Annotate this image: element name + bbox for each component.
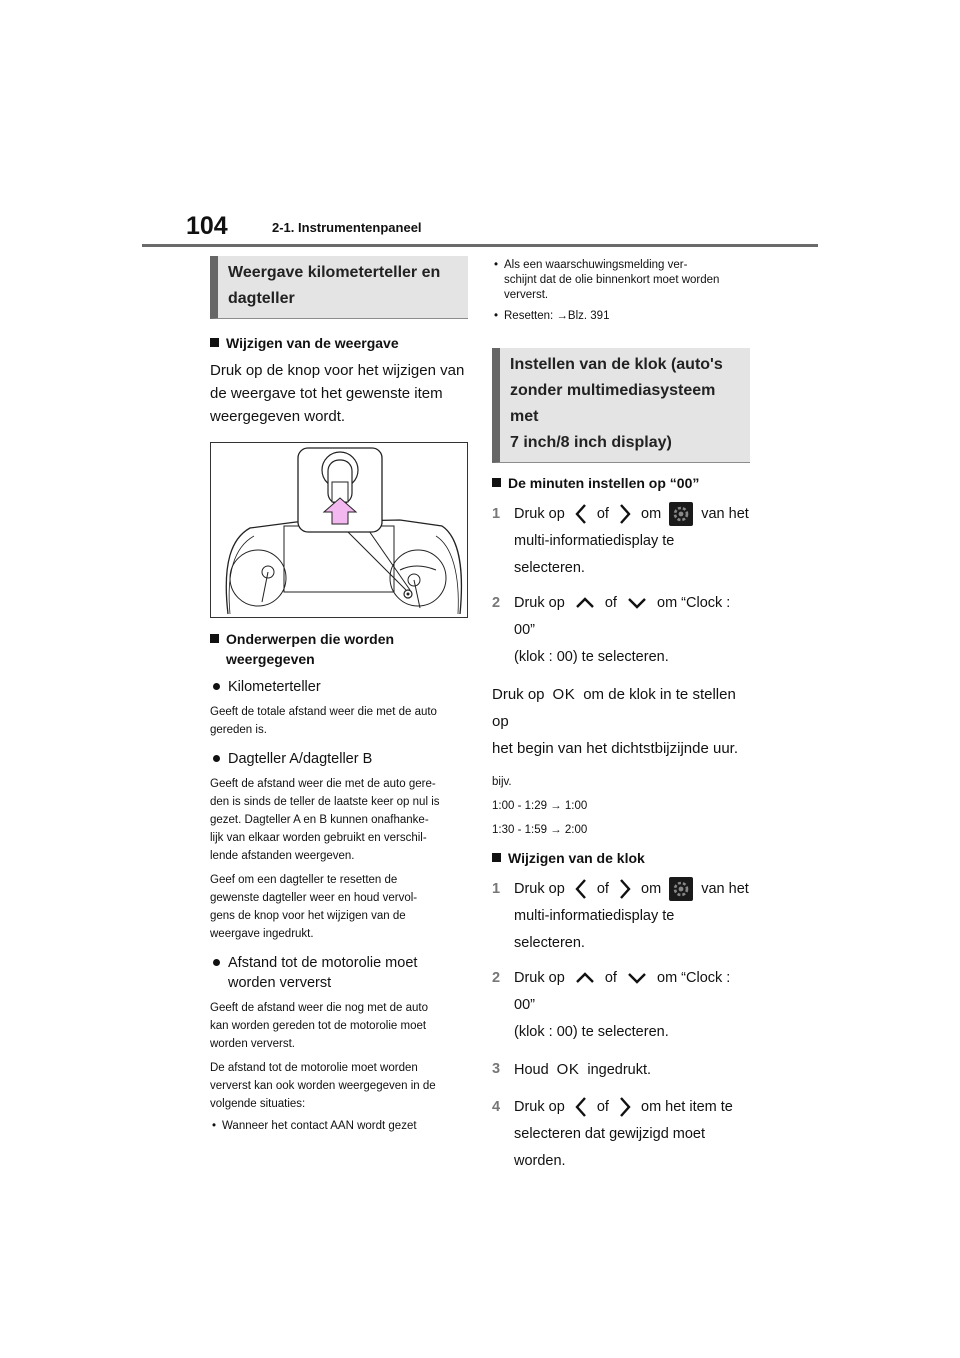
instrument-cluster-figure [210, 442, 468, 618]
text-line: gens de knop voor het wijzigen van de [210, 910, 406, 922]
step-number: 2 [492, 595, 501, 611]
step-select-clock [492, 590, 750, 671]
box-title-line: zonder multimediasysteem met [510, 382, 716, 425]
box-title-line: Instellen van de klok (auto's [510, 356, 723, 373]
page-number: 104 [186, 212, 228, 240]
text-line: worden ververst. [210, 1038, 296, 1050]
item-oil-change-distance [210, 953, 468, 993]
section-box-clock [492, 348, 750, 463]
step-line: Druk op of om van het [514, 501, 750, 528]
text-line: weergegeven wordt. [210, 408, 346, 425]
text-line: Druk op OK om de klok in te stellen op [492, 686, 736, 730]
text-line: het begin van het dichtstbijzijnde uur. [492, 740, 738, 757]
step-select-settings-2 [492, 876, 750, 957]
step-select-item [492, 1094, 750, 1175]
section-box-odometer [210, 256, 468, 319]
ok-button-icon: OK [556, 1061, 580, 1078]
step-line: multi-informatiedisplay te [514, 908, 675, 924]
step-select-clock-2 [492, 965, 750, 1046]
text-line: ververst kan ook worden weergegeven in de [210, 1080, 436, 1092]
text-line: weergegeven [226, 651, 315, 667]
text-line: de weergave tot het gewenste item [210, 385, 443, 402]
section-path: 2-1. Instrumentenpaneel [272, 220, 422, 235]
chevron-up-icon [575, 972, 595, 984]
bullet-ignition-on: • Wanneer het contact AAN wordt gezet [210, 1119, 468, 1134]
text-line: lijk van elkaar worden gebruikt en verschil- [210, 832, 427, 844]
text-line: Afstand tot de motorolie moet [228, 955, 418, 971]
text-line: gereden is. [210, 724, 267, 736]
text-line: 1:30 - 1:59 → 2:00 [492, 824, 588, 836]
chevron-left-icon [575, 878, 587, 900]
subheading-items-shown [210, 629, 468, 669]
step-number: 3 [492, 1061, 501, 1077]
step-line: Druk op of om het item te [514, 1094, 750, 1121]
chevron-right-icon [619, 1096, 631, 1118]
chevron-down-icon [627, 972, 647, 984]
text-line: • Als een waarschuwingsmelding ver- [504, 259, 688, 271]
text-line: Geeft de afstand weer die met de auto gere- [210, 778, 436, 790]
text-line: gezet. Dagteller A en B kunnen onafhanke- [210, 814, 429, 826]
item-odometer-description [210, 703, 468, 739]
text-line: Geeft de totale afstand weer die met de auto [210, 706, 437, 718]
right-column [492, 258, 750, 1175]
step-line: worden. [514, 1153, 566, 1169]
text-line: De afstand tot de motorolie moet worden [210, 1062, 418, 1074]
item-oil-situations [210, 1059, 468, 1113]
text-line: 1:00 - 1:29 → 1:00 [492, 800, 588, 812]
step-line: (klok : 00) te selecteren. [514, 649, 669, 665]
text-line: worden ververst [228, 975, 332, 991]
text-line: ververst. [504, 289, 549, 301]
paragraph-change-display [210, 359, 468, 428]
bullet-warning-message [492, 258, 750, 303]
item-trip-meter: Dagteller A/dagteller B [210, 749, 468, 769]
subheading-change-display: Wijzigen van de weergave [210, 333, 468, 353]
step-line: multi-informatiedisplay te [514, 533, 675, 549]
text-line: Geeft de afstand weer die nog met de auto [210, 1002, 429, 1014]
text-line: volgende situaties: [210, 1098, 306, 1110]
subheading-change-clock: Wijzigen van de klok [492, 848, 750, 868]
step-number: 1 [492, 506, 501, 522]
ok-button-icon: OK [552, 686, 576, 703]
step-number: 1 [492, 881, 501, 897]
item-odometer: Kilometerteller [210, 677, 468, 697]
text-line: gewenste dagteller weer en houd vervol- [210, 892, 418, 904]
text-line: kan worden gereden tot de motorolie moet [210, 1020, 427, 1032]
box-title-line: Weergave kilometerteller en [228, 264, 441, 281]
paragraph-ok-round [492, 681, 750, 762]
step-line: Druk op of om “Clock : 00” [514, 970, 731, 1013]
step-number: 4 [492, 1099, 501, 1115]
chevron-right-icon [619, 503, 631, 525]
gear-icon [669, 502, 693, 526]
subheading-minutes-00: De minuten instellen op “00” [492, 473, 750, 493]
step-line: Houd OK ingedrukt. [514, 1061, 652, 1078]
step-line: selecteren. [514, 935, 585, 951]
step-line: Druk op of om van het [514, 876, 750, 903]
chevron-up-icon [575, 597, 595, 609]
item-trip-meter-description [210, 775, 468, 865]
text-line: den is sinds de teller de laatste keer op nul is [210, 796, 440, 808]
text-line: Geef om een dagteller te resetten de [210, 874, 398, 886]
step-line: (klok : 00) te selecteren. [514, 1024, 669, 1040]
step-select-settings [492, 501, 750, 582]
chevron-left-icon [575, 1096, 587, 1118]
bullet-reset-ref: • Resetten: →Blz. 391 [492, 309, 750, 324]
step-hold-ok [492, 1056, 750, 1084]
text-line: weergave ingedrukt. [210, 928, 314, 940]
example-block [492, 770, 750, 842]
left-column [210, 256, 468, 1134]
instrument-panel-illustration [210, 442, 468, 623]
text-line: Onderwerpen die worden [226, 631, 395, 647]
box-title-line: dagteller [228, 290, 295, 307]
box-title-line: 7 inch/8 inch display) [510, 434, 672, 451]
chevron-right-icon [619, 878, 631, 900]
chevron-down-icon [627, 597, 647, 609]
header-rule [142, 244, 818, 247]
step-line: selecteren dat gewijzigd moet [514, 1126, 706, 1142]
item-trip-meter-reset [210, 871, 468, 943]
step-line: Druk op of om “Clock : 00” [514, 595, 731, 638]
step-number: 2 [492, 970, 501, 986]
text-line: schijnt dat de olie binnenkort moet worden [504, 274, 720, 286]
step-line: selecteren. [514, 560, 585, 576]
text-line: lende afstanden weergeven. [210, 850, 355, 862]
gear-icon [669, 877, 693, 901]
chevron-left-icon [575, 503, 587, 525]
text-line: bijv. [492, 776, 512, 788]
text-line: Druk op de knop voor het wijzigen van [210, 362, 465, 379]
item-oil-description [210, 999, 468, 1053]
